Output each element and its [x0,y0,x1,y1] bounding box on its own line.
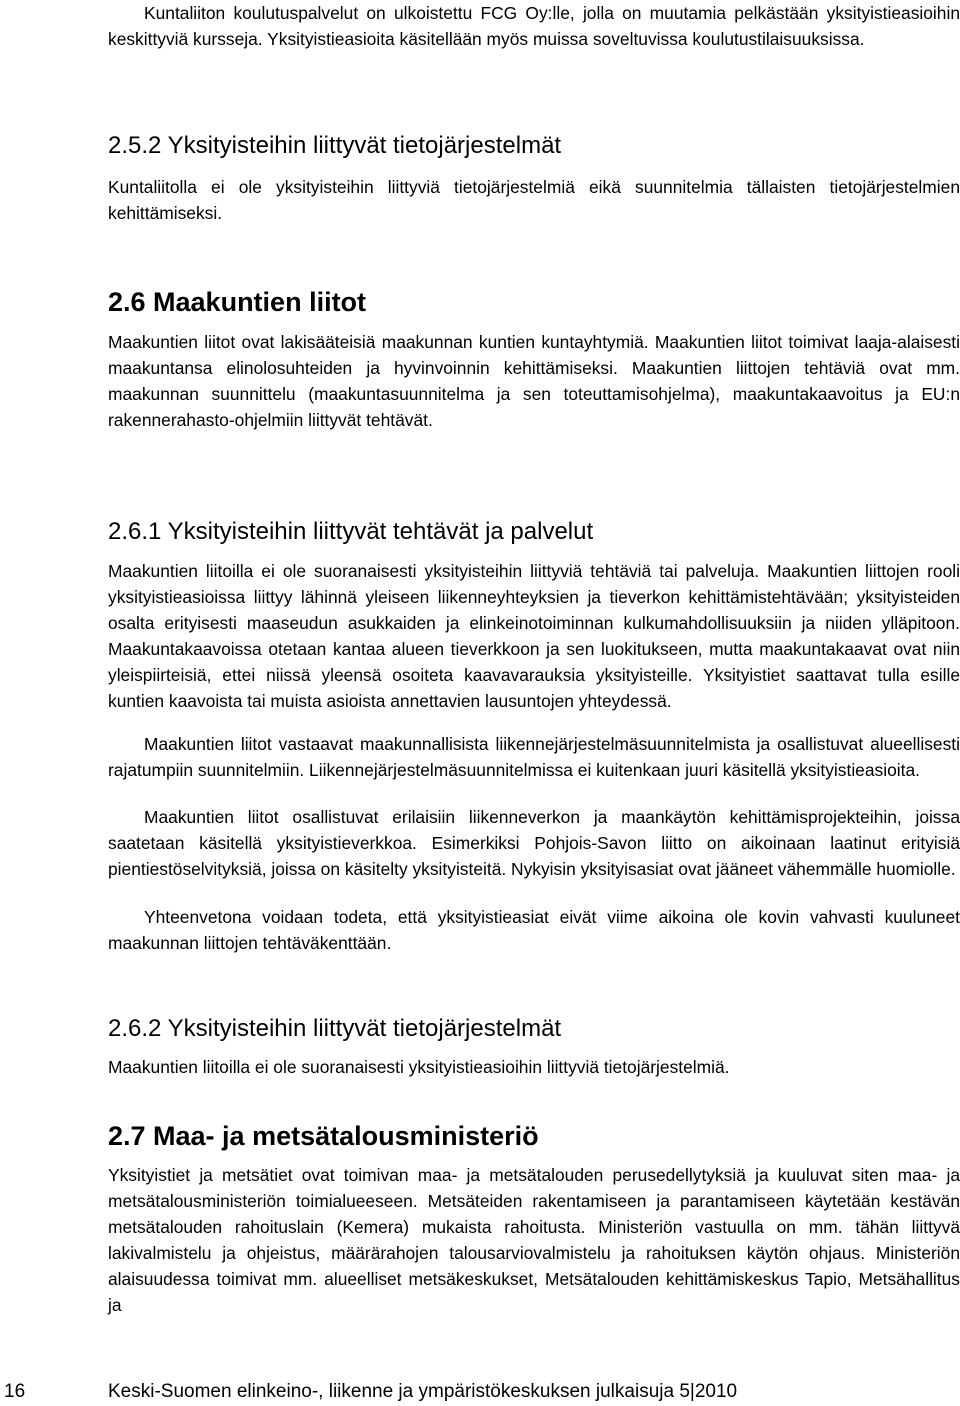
section-heading-2-5-2: 2.5.2 Yksityisteihin liittyvät tietojärjestelmät [108,132,562,159]
section-2-6-1-paragraph-2: Maakuntien liitot vastaavat maakunnallisista liikennejärjestelmäsuunnitelmista ja osallistuvat alueellisesti rajatumpiin suunnitelmiin. Liikennejärjestelmäsuunnitelmissa ei kuitenkaan juuri käsitellä yksityistieasioita. [108,734,960,780]
section-2-6-2-paragraph: Maakuntien liitoilla ei ole suoranaisesti yksityistieasioihin liittyviä tietojärjestelmiä. [108,1057,730,1077]
section-2-6-1-paragraph-1: Maakuntien liitoilla ei ole suoranaisesti yksityisteihin liittyviä tehtäviä tai palveluja. Maakuntien liittojen rooli yksityistieasioissa liittyy lähinnä yleiseen liikenneyhteyksien ja tieverkon kehittämistehtävään; yksityisteiden osalta erityisesti maaseudun asukkaiden ja elinkeinotoiminnan kulkumahdollisuuksiin ja niiden ylläpitoon. Maakuntakaavoissa otetaan kantaa alueen tieverkkoon ja sen luokitukseen, mutta maakuntakaavat ovat niin yleispiirteisiä, ettei niissä yleensä osoiteta kaavavarauksia yksityisteille. Yksityistiet saattavat tulla esille kuntien kaavoista tai muista asioista annettavien lausuntojen yhteydessä. [108,561,960,711]
intro-paragraph: Kuntaliiton koulutuspalvelut on ulkoistettu FCG Oy:lle, jolla on muutamia pelkästään yksityistieasioihin keskittyviä kursseja. Yksityistieasioita käsitellään myös muissa soveltuvissa koulutustilaisuuksissa. [108,3,960,49]
publication-title: Keski-Suomen elinkeino-, liikenne ja ympäristökeskuksen julkaisuja 5|2010 [108,1381,738,1402]
section-2-5-2-paragraph: Kuntaliitolla ei ole yksityisteihin liittyviä tietojärjestelmiä eikä suunnitelmia tällaisten tietojärjestelmien kehittämiseksi. [108,177,960,223]
section-heading-2-6-1: 2.6.1 Yksityisteihin liittyvät tehtävät ja palvelut [108,518,594,545]
section-2-6-1-paragraph-3: Maakuntien liitot osallistuvat erilaisiin liikenneverkon ja maankäytön kehittämisprojekteihin, joissa saatetaan käsitellä yksityistieverkkoa. Esimerkiksi Pohjois-Savon liitto on aikoinaan laatinut erityisiä pientiestöselvityksiä, joissa on käsitelty yksityisteitä. Nykyisin yksityisasiat ovat jääneet vähemmälle huomiolle. [108,807,960,879]
section-heading-2-6-2: 2.6.2 Yksityisteihin liittyvät tietojärjestelmät [108,1015,562,1042]
section-2-6-paragraph: Maakuntien liitot ovat lakisääteisiä maakunnan kuntien kuntayhtymiä. Maakuntien liitot toimivat laaja-alaisesti maakuntansa elinolosuhteiden ja hyvinvoinnin kehittämiseksi. Maakuntien liittojen tehtäviä ovat mm. maakunnan suunnittelu (maakuntasuunnitelma ja sen toteuttamisohjelma), maakuntakaavoitus ja EU:n rakennerahasto-ohjelmiin liittyvät tehtävät. [108,332,960,430]
section-heading-2-7: 2.7 Maa- ja metsätalousministeriö [108,1121,539,1151]
page-number: 16 [4,1381,26,1402]
section-2-7-paragraph: Yksityistiet ja metsätiet ovat toimivan maa- ja metsätalouden perusedellytyksiä ja kuuluvat siten maa- ja metsätalousministeriön toimialueeseen. Metsäteiden rakentamiseen ja parantamiseen käytetään kestävän metsätalouden rahoituslain (Kemera) mukaista rahoitusta. Ministeriön vastuulla on mm. tähän liittyvä lakivalmistelu ja ohjeistus, määrärahojen talousarviovalmistelu ja rahoituksen käytön ohjaus. Ministeriön alaisuudessa toimivat mm. alueelliset metsäkeskukset, Metsätalouden kehittämiskeskus Tapio, Metsähallitus ja [108,1165,960,1315]
section-2-6-1-paragraph-4: Yhteenvetona voidaan todeta, että yksityistieasiat eivät viime aikoina ole kovin vahvasti kuuluneet maakunnan liittojen tehtäväkenttään. [108,907,960,953]
section-heading-2-6: 2.6 Maakuntien liitot [108,287,367,317]
